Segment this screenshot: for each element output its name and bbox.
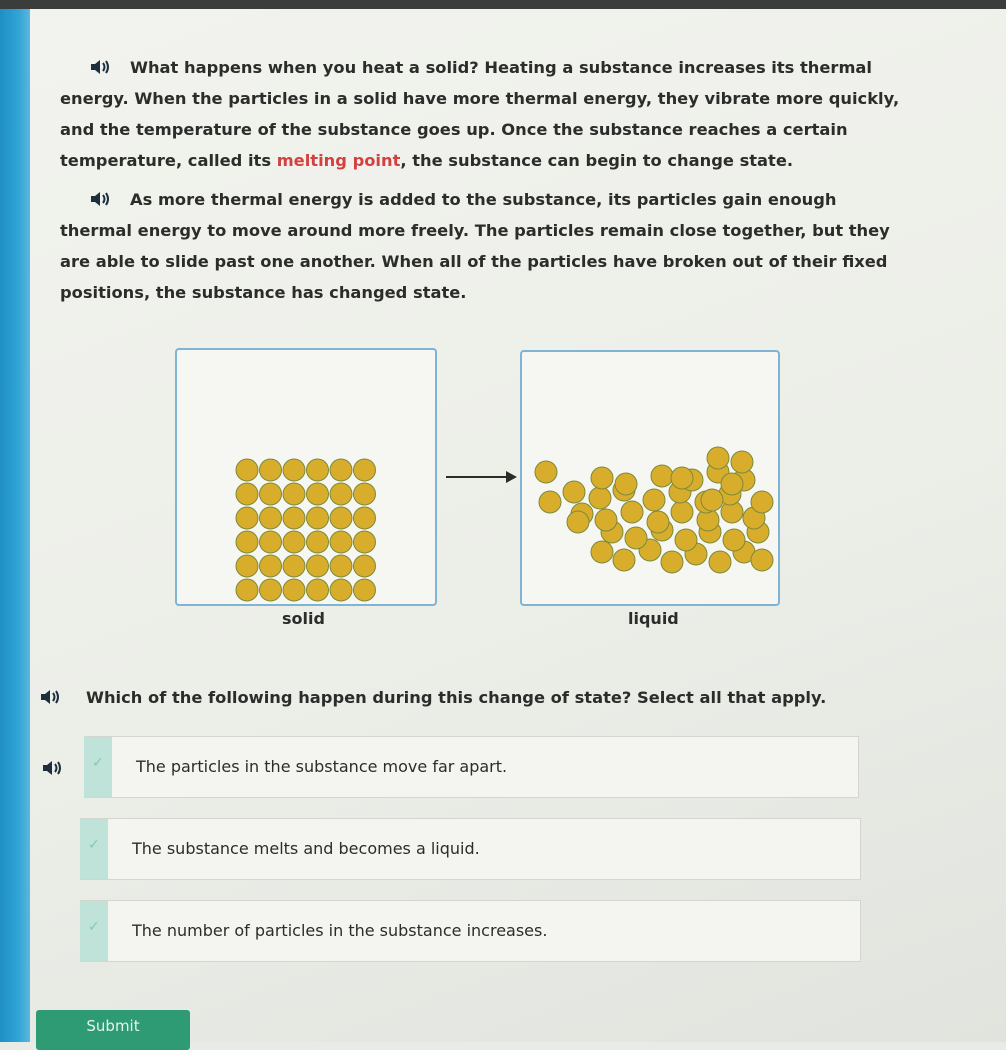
solid-particle [330, 531, 352, 553]
choice-3-label: The number of particles in the substance increases. [132, 921, 548, 940]
solid-particle [330, 459, 352, 481]
solid-particle [330, 507, 352, 529]
checkbox-2[interactable] [80, 819, 108, 879]
solid-particle [307, 579, 329, 601]
submit-button[interactable]: Submit [36, 1010, 190, 1050]
liquid-particle [589, 487, 611, 509]
liquid-particle [751, 491, 773, 513]
solid-particle [283, 459, 305, 481]
checkmark-icon: ✓ [88, 837, 100, 853]
question-text: Which of the following happen during this change of state? Select all that apply. [86, 688, 827, 707]
solid-particle [307, 555, 329, 577]
liquid-particle [709, 551, 731, 573]
solid-particle [307, 459, 329, 481]
liquid-particle [671, 467, 693, 489]
solid-caption: solid [282, 609, 325, 628]
liquid-particle [615, 473, 637, 495]
solid-particle [307, 507, 329, 529]
solid-particle [260, 531, 282, 553]
solid-particle [354, 531, 376, 553]
solid-particle [260, 459, 282, 481]
liquid-particle [591, 467, 613, 489]
choice-1[interactable] [84, 736, 859, 798]
solid-particle [330, 579, 352, 601]
solid-particle [236, 507, 258, 529]
melting-point-term: melting point [276, 151, 401, 170]
liquid-diagram-box [520, 350, 780, 606]
choice-2[interactable] [80, 818, 861, 880]
liquid-particle [567, 511, 589, 533]
solid-particle [354, 507, 376, 529]
top-bar [0, 0, 1006, 9]
liquid-particle [675, 529, 697, 551]
solid-particle [307, 483, 329, 505]
solid-particle [283, 579, 305, 601]
solid-particle [260, 483, 282, 505]
liquid-particle [625, 527, 647, 549]
choice-1-label: The particles in the substance move far apart. [136, 757, 508, 776]
solid-particle [236, 531, 258, 553]
checkbox-1[interactable] [84, 737, 112, 797]
solid-particle [354, 459, 376, 481]
liquid-particle [751, 549, 773, 571]
solid-particle [260, 579, 282, 601]
liquid-particle [539, 491, 561, 513]
liquid-particle [535, 461, 557, 483]
solid-particle [236, 459, 258, 481]
paragraph-melting-point: What happens when you heat a solid? Heating a substance increases its thermal energy. When the particles in a solid have more thermal energy, they vibrate more quickly, and the temperature of the substance goes up. Once the substance reaches a certain temperature, called its melting point, the substance can begin to change state. [60, 58, 900, 170]
choice-3[interactable] [80, 900, 861, 962]
liquid-particle [643, 489, 665, 511]
solid-particle [260, 555, 282, 577]
liquid-particle [721, 473, 743, 495]
liquid-particle [563, 481, 585, 503]
solid-particle [354, 555, 376, 577]
liquid-particle [651, 465, 673, 487]
choice-2-label: The substance melts and becomes a liquid. [132, 839, 480, 858]
liquid-particle [671, 501, 693, 523]
liquid-particle [723, 529, 745, 551]
liquid-particle [701, 489, 723, 511]
solid-particle [260, 507, 282, 529]
liquid-particle [591, 541, 613, 563]
liquid-particle [661, 551, 683, 573]
liquid-particle [731, 451, 753, 473]
solid-particle [236, 555, 258, 577]
solid-particle [330, 555, 352, 577]
liquid-particles [522, 352, 778, 604]
solid-particle [236, 483, 258, 505]
solid-particle [283, 531, 305, 553]
solid-particle [283, 507, 305, 529]
checkmark-icon: ✓ [88, 919, 100, 935]
solid-particle [283, 555, 305, 577]
speaker-icon[interactable] [40, 688, 62, 706]
liquid-particle [595, 509, 617, 531]
checkmark-icon: ✓ [92, 755, 104, 771]
liquid-particle [707, 447, 729, 469]
liquid-caption: liquid [628, 609, 679, 628]
solid-diagram-box [175, 348, 437, 606]
solid-particle [354, 483, 376, 505]
solid-particle [236, 579, 258, 601]
right-arrow-icon [446, 470, 518, 484]
solid-particle [354, 579, 376, 601]
liquid-particle [647, 511, 669, 533]
solid-particle [283, 483, 305, 505]
liquid-particle [621, 501, 643, 523]
solid-particles [177, 350, 435, 604]
liquid-particle [613, 549, 635, 571]
left-side-strip [0, 9, 30, 1042]
speaker-icon[interactable] [42, 759, 64, 777]
checkbox-3[interactable] [80, 901, 108, 961]
solid-particle [307, 531, 329, 553]
paragraph-change-of-state: As more thermal energy is added to the substance, its particles gain enough thermal energy to move around more freely. The particles remain close together, but they are able to slide past one another. When all of the particles have broken out of their fixed positions, the substance has changed state. [60, 190, 890, 302]
solid-particle [330, 483, 352, 505]
